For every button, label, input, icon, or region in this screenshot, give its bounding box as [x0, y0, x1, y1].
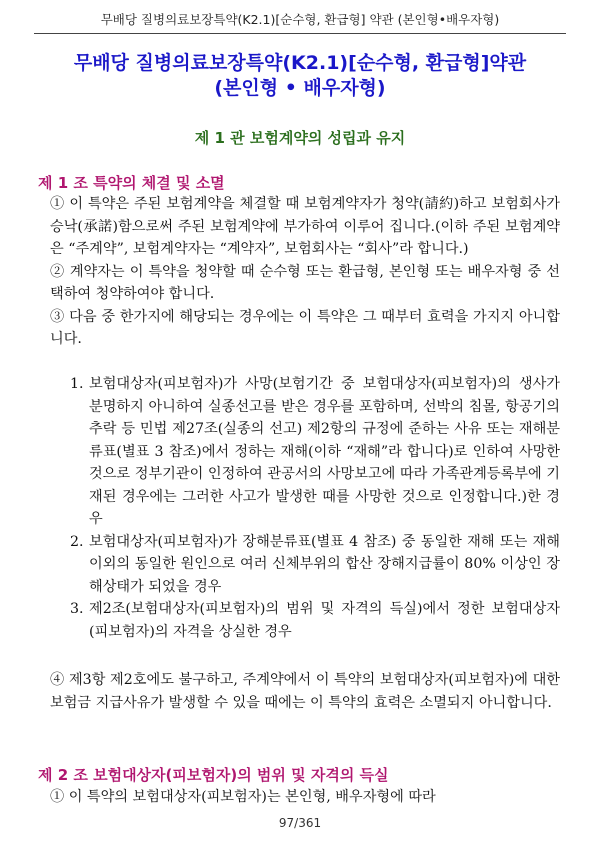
item-number: 2. [70, 533, 84, 550]
item-text: 제2조(보험대상자(피보험자)의 범위 및 자격의 득실)에서 정한 보험대상자(피보험자)의 자격을 상실한 경우 [89, 601, 560, 640]
header-divider [34, 33, 566, 34]
article1-paragraph-4: ④ 제3항 제2호에도 불구하고, 주계약에서 이 특약의 보험대상자(피보험자)에 대한 보험금 지급사유가 발생할 수 있을 때에는 이 특약의 효력은 소멸되지 아니합니다. [50, 672, 560, 711]
article1-item-list [70, 373, 560, 643]
article1-paragraph-2: ② 계약자는 이 특약을 청약할 때 순수형 또는 환급형, 본인형 또는 배우자형 중 선택하여 청약하여야 합니다. [50, 263, 560, 302]
article1-paragraphs [50, 193, 560, 351]
list-item [70, 598, 560, 643]
list-item [70, 373, 560, 531]
article2-heading: 제 2 조 보험대상자(피보험자)의 범위 및 자격의 득실 [38, 766, 389, 784]
article1-paragraph-4-block [50, 669, 560, 714]
page-number: 97/361 [278, 816, 322, 830]
item-text: 보험대상자(피보험자)가 장해분류표(별표 4 참조) 중 동일한 재해 또는 재해이외의 동일한 원인으로 여러 신체부위의 합산 장해지급률이 80% 이상인 장해상태가 되었을 경우 [89, 533, 560, 595]
article1-paragraph-3: ③ 다음 중 한가지에 해당되는 경우에는 이 특약은 그 때부터 효력을 가지지 아니합니다. [50, 308, 560, 347]
document-title-line1: 무배당 질병의료보장특약(K2.1)[순수형, 환급형]약관 [73, 52, 527, 74]
article1-paragraph-1: ① 이 특약은 주된 보험계약을 체결할 때 보험계약자가 청약(請約)하고 보험회사가 승낙(承諾)함으로써 주된 보험계약에 부가하여 이루어 집니다.(이하 주된 보험계약은 “주계약”, 보험계약자는 “계약자”, 보험회사는 “회사”라 합니다.) [50, 196, 560, 257]
item-number: 3. [70, 601, 84, 617]
chapter-heading: 제 1 관 보험계약의 성립과 유지 [194, 129, 406, 147]
item-text: 보험대상자(피보험자)가 사망(보험기간 중 보험대상자(피보험자)의 생사가 분명하지 아니하여 실종선고를 받은 경우를 포함하며, 선박의 침몰, 항공기의 추락 등 민법 제27조(실종의 선고) 제2항의 규정에 준하는 사유 또는 재해분류표(별표 3 참조)에서 정하는 재해(이하 “재해”라 합니다)로 인하여 사망한 것으로 정부기관이 인정하여 관공서의 사망보고에 따라 가족관계등록부에 기재된 경우에는 그러한 사고가 발생한 때를 사망한 것으로 인정합니다.)한 경우 [89, 376, 560, 527]
document-title [0, 51, 600, 101]
list-item [70, 531, 560, 599]
item-number: 1. [70, 376, 84, 392]
document-title-line2: (본인형 • 배우자형) [214, 77, 386, 99]
article2-paragraph-1: ① 이 특약의 보험대상자(피보험자)는 본인형, 배우자형에 따라 [50, 789, 436, 805]
article1-heading: 제 1 조 특약의 체결 및 소멸 [38, 174, 225, 192]
article2-paragraph-block [50, 786, 560, 809]
running-header: 무배당 질병의료보장특약(K2.1)[순수형, 환급형] 약관 (본인형•배우자형) [100, 12, 500, 27]
